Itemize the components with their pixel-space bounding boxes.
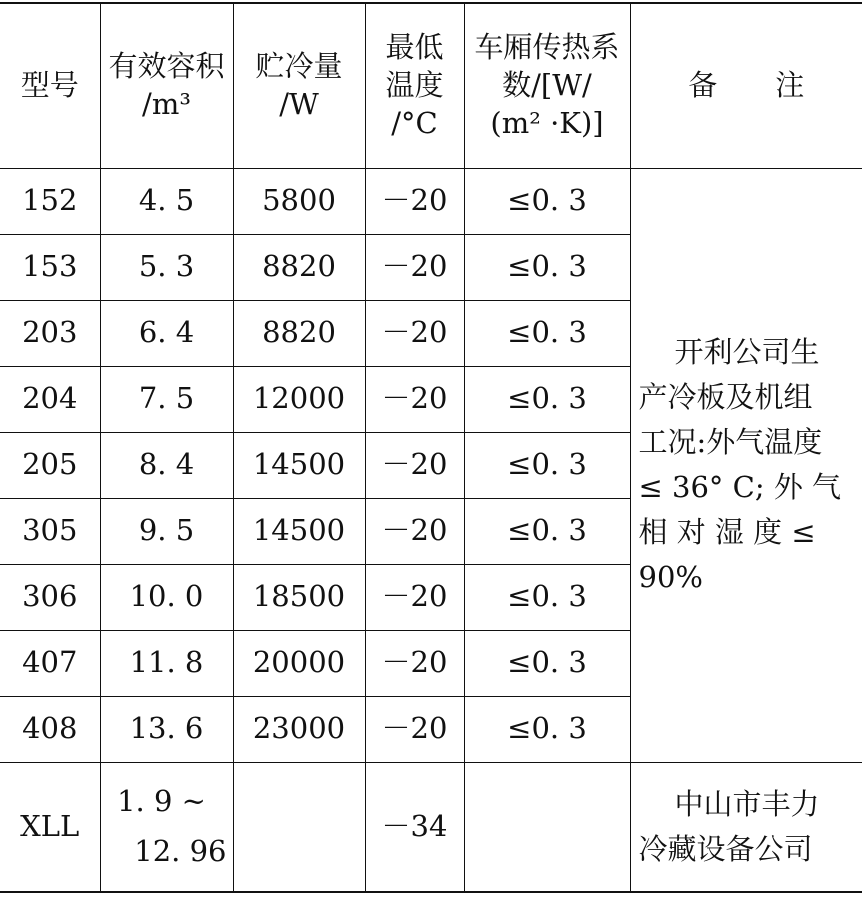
note-fengli-line1: 中山市丰力 <box>674 786 820 821</box>
cell-temp: －20 <box>365 168 464 234</box>
cell-cold: 8820 <box>233 300 365 366</box>
cell-temp: －20 <box>365 564 464 630</box>
cell-coef: ≤0. 3 <box>464 300 630 366</box>
cell-cold: 12000 <box>233 366 365 432</box>
cell-volume: 11. 8 <box>100 630 233 696</box>
header-model: 型号 <box>0 3 100 168</box>
cell-coef: ≤0. 3 <box>464 432 630 498</box>
header-row <box>0 3 862 168</box>
cell-volume: 13. 6 <box>100 696 233 762</box>
volume-range-line1: 1. 9 ~ <box>117 784 206 819</box>
cell-temp: －34 <box>365 762 464 892</box>
cell-coef: ≤0. 3 <box>464 498 630 564</box>
table-row-xll <box>0 762 862 892</box>
cell-volume: 7. 5 <box>100 366 233 432</box>
header-temp-line2: 温度 <box>385 67 444 102</box>
cell-coef <box>464 762 630 892</box>
cell-temp: －20 <box>365 300 464 366</box>
cell-model: 205 <box>0 432 100 498</box>
cell-volume: 8. 4 <box>100 432 233 498</box>
cell-cold: 23000 <box>233 696 365 762</box>
cell-cold: 5800 <box>233 168 365 234</box>
note-carrier-line3: 工况:外气温度 <box>638 425 823 460</box>
refrigerated-truck-spec-table <box>0 2 862 893</box>
cell-cold: 14500 <box>233 432 365 498</box>
cell-model: 408 <box>0 696 100 762</box>
note-carrier-line6: 90% <box>638 559 703 594</box>
header-temp-line1: 最低 <box>385 30 444 65</box>
cell-volume: 6. 4 <box>100 300 233 366</box>
note-fengli <box>630 762 862 892</box>
cell-coef: ≤0. 3 <box>464 168 630 234</box>
cell-model: 153 <box>0 234 100 300</box>
cell-model: 204 <box>0 366 100 432</box>
header-volume-line2: /m³ <box>142 86 191 121</box>
header-coef-line1: 车厢传热系 <box>474 30 620 65</box>
cell-coef: ≤0. 3 <box>464 564 630 630</box>
volume-range-line2: 12. 96 <box>134 833 227 868</box>
cell-cold: 8820 <box>233 234 365 300</box>
header-note: 备 注 <box>630 3 862 168</box>
cell-coef: ≤0. 3 <box>464 366 630 432</box>
note-carrier-line2: 产冷板及机组 <box>638 380 813 415</box>
cell-model: 306 <box>0 564 100 630</box>
cell-volume: 5. 3 <box>100 234 233 300</box>
header-temp-line3: /°C <box>391 105 438 140</box>
cell-model: 407 <box>0 630 100 696</box>
header-volume-line1: 有效容积 <box>108 49 225 84</box>
cell-model: 152 <box>0 168 100 234</box>
cell-coef: ≤0. 3 <box>464 696 630 762</box>
cell-temp: －20 <box>365 366 464 432</box>
cell-model: 305 <box>0 498 100 564</box>
cell-volume-range <box>100 762 233 892</box>
cell-model: XLL <box>0 762 100 892</box>
cell-coef: ≤0. 3 <box>464 234 630 300</box>
cell-volume: 10. 0 <box>100 564 233 630</box>
cell-cold <box>233 762 365 892</box>
cell-temp: －20 <box>365 432 464 498</box>
header-min-temp <box>365 3 464 168</box>
cell-cold: 20000 <box>233 630 365 696</box>
cell-cold: 14500 <box>233 498 365 564</box>
note-carrier-line4: ≤ 36° C; 外 气 <box>638 470 842 504</box>
header-coef-line2: 数/[W/ <box>502 67 592 102</box>
header-heat-coef <box>464 3 630 168</box>
header-volume <box>100 3 233 168</box>
header-cold-line2: /W <box>279 86 319 121</box>
cell-volume: 4. 5 <box>100 168 233 234</box>
note-fengli-line2: 冷藏设备公司 <box>638 831 813 866</box>
table-row <box>0 168 862 234</box>
header-coef-line3: (m² ·K)] <box>490 105 604 140</box>
cell-cold: 18500 <box>233 564 365 630</box>
cell-model: 203 <box>0 300 100 366</box>
note-carrier <box>630 168 862 762</box>
header-cold-storage <box>233 3 365 168</box>
cell-temp: －20 <box>365 630 464 696</box>
cell-coef: ≤0. 3 <box>464 630 630 696</box>
cell-volume: 9. 5 <box>100 498 233 564</box>
header-cold-line1: 贮冷量 <box>255 49 343 84</box>
note-carrier-line5: 相 对 湿 度 ≤ <box>638 514 816 549</box>
cell-temp: －20 <box>365 234 464 300</box>
cell-temp: －20 <box>365 696 464 762</box>
cell-temp: －20 <box>365 498 464 564</box>
note-carrier-line1: 开利公司生 <box>674 335 820 370</box>
